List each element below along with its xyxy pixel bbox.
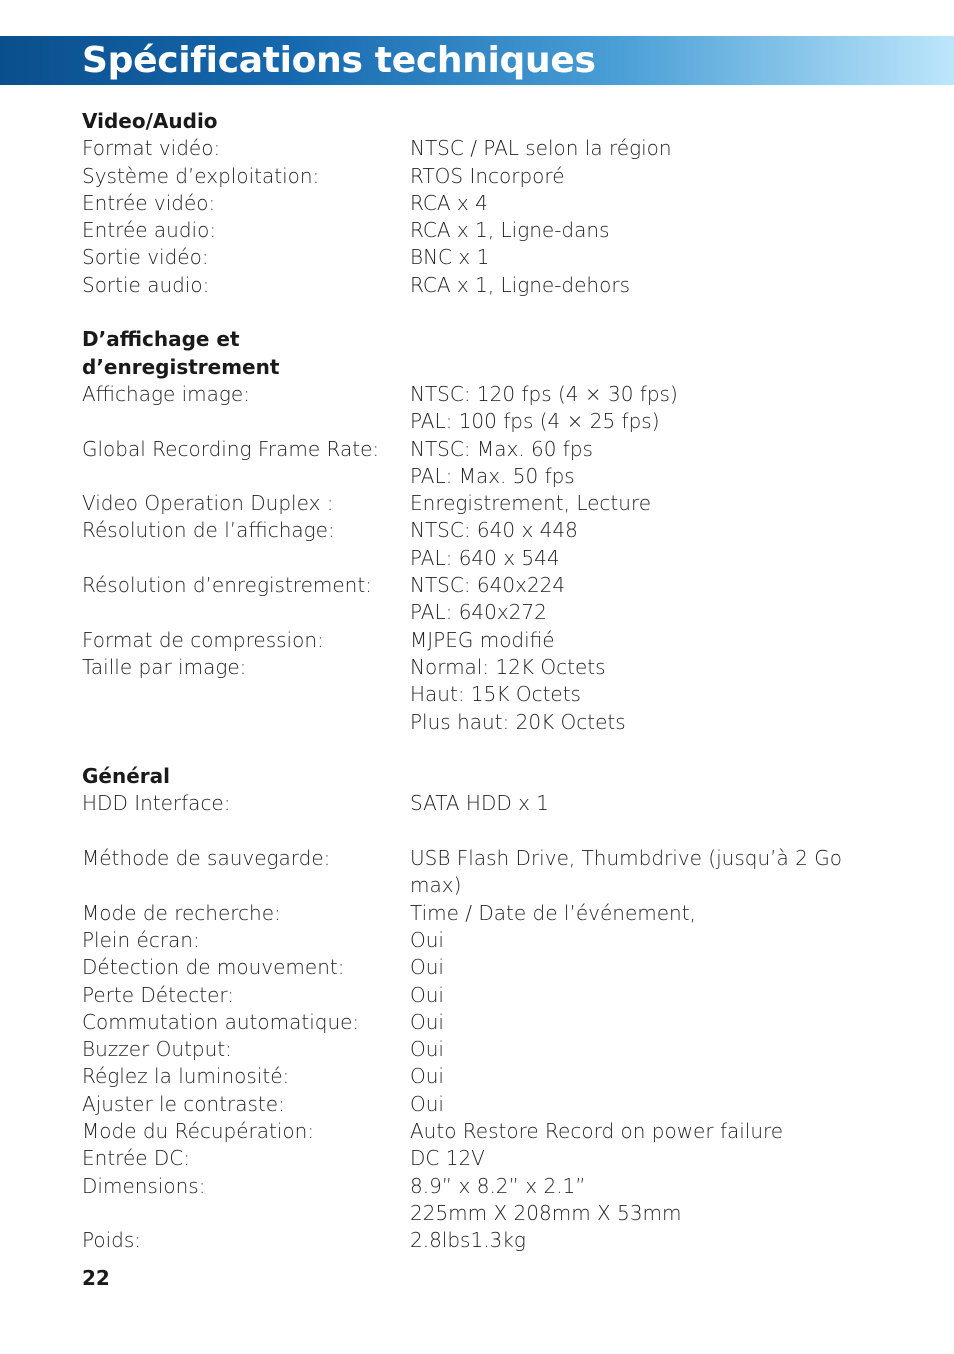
spec-row xyxy=(82,217,922,244)
spec-value: Oui xyxy=(410,1091,444,1116)
spec-label: HDD Interface: xyxy=(82,791,231,816)
spec-value: RTOS Incorporé xyxy=(410,163,565,188)
spec-label: Entrée audio: xyxy=(82,218,217,243)
spec-row xyxy=(82,982,922,1009)
spec-row xyxy=(82,1063,922,1090)
spec-row xyxy=(82,436,922,491)
spec-value: RCA x 1, Ligne-dehors xyxy=(410,272,630,297)
spec-row xyxy=(82,927,922,954)
spec-value: Auto Restore Record on power failure xyxy=(410,1118,784,1143)
spec-label: Système d’exploitation: xyxy=(82,163,320,188)
spec-row xyxy=(82,163,922,190)
spec-row xyxy=(82,845,922,900)
spec-row xyxy=(82,572,922,627)
header-banner xyxy=(0,36,954,85)
spec-row xyxy=(82,1009,922,1036)
section-title-general: Général xyxy=(82,764,170,789)
spec-value: NTSC: 640 x 448 PAL: 640 x 544 xyxy=(410,518,578,570)
spec-value: RCA x 1, Ligne-dans xyxy=(410,218,610,243)
spec-value: Enregistrement, Lecture xyxy=(410,491,652,516)
spec-value: DC 12V xyxy=(410,1146,485,1171)
spec-label: Méthode de sauvegarde: xyxy=(82,846,331,871)
page-number: 22 xyxy=(82,1266,110,1290)
spec-label: Perte Détecter: xyxy=(82,982,234,1007)
spec-row xyxy=(82,627,922,654)
spec-row xyxy=(82,135,922,162)
spec-row xyxy=(82,1036,922,1063)
spec-label: Résolution de l’affichage: xyxy=(82,518,335,543)
spec-value: NTSC / PAL selon la région xyxy=(410,136,672,161)
spec-row xyxy=(82,381,922,436)
section-title-display-line1: D’affichage et xyxy=(82,327,240,352)
spec-row xyxy=(82,244,922,271)
spec-value: Oui xyxy=(410,982,444,1007)
spec-row xyxy=(82,1091,922,1118)
spec-row xyxy=(82,1173,922,1228)
spec-label: Ajuster le contraste: xyxy=(82,1091,285,1116)
spec-row xyxy=(82,654,922,736)
spec-value: NTSC: 640x224 PAL: 640x272 xyxy=(410,573,566,625)
spec-label: Buzzer Output: xyxy=(82,1037,232,1062)
spec-row xyxy=(82,1145,922,1172)
spec-value: MJPEG modifié xyxy=(410,627,555,652)
spec-value: NTSC: Max. 60 fps PAL: Max. 50 fps xyxy=(410,436,593,488)
spec-value: BNC x 1 xyxy=(410,245,490,270)
spec-label: Entrée DC: xyxy=(82,1146,191,1171)
spec-row xyxy=(82,1118,922,1145)
spec-value: Oui xyxy=(410,955,444,980)
spec-label: Résolution d’enregistrement: xyxy=(82,573,372,598)
spec-label: Réglez la luminosité: xyxy=(82,1064,290,1089)
spec-value: 2.8lbs1.3kg xyxy=(410,1228,526,1253)
spec-label: Plein écran: xyxy=(82,927,200,952)
spec-content xyxy=(82,108,922,1254)
spec-label: Entrée vidéo: xyxy=(82,190,216,215)
spec-value: NTSC: 120 fps (4 × 30 fps) PAL: 100 fps (4 × 25 fps) xyxy=(410,381,678,434)
spec-label: Poids: xyxy=(82,1228,141,1253)
spec-label: Global Recording Frame Rate: xyxy=(82,436,380,461)
spec-row xyxy=(82,1227,922,1254)
spec-value: USB Flash Drive, Thumbdrive (jusqu’à 2 Go max) xyxy=(410,846,842,898)
spec-label: Affichage image: xyxy=(82,381,250,406)
spec-row xyxy=(82,954,922,981)
spec-value: Oui xyxy=(410,1009,444,1034)
spec-label: Mode de recherche: xyxy=(82,900,281,925)
spec-label: Mode du Récupération: xyxy=(82,1118,315,1143)
spec-label: Taille par image: xyxy=(82,654,247,679)
spec-row xyxy=(82,790,922,845)
spec-value: RCA x 4 xyxy=(410,190,488,215)
spec-row xyxy=(82,490,922,517)
spec-row xyxy=(82,272,922,299)
spec-row xyxy=(82,190,922,217)
section-gap xyxy=(82,736,922,763)
section-gap xyxy=(82,299,922,326)
spec-row xyxy=(82,517,922,572)
spec-value: Oui xyxy=(410,1064,444,1089)
page-title: Spécifications techniques xyxy=(82,40,596,81)
spec-label: Détection de mouvement: xyxy=(82,955,345,980)
spec-label: Format de compression: xyxy=(82,627,324,652)
spec-label: Sortie vidéo: xyxy=(82,245,209,270)
spec-value: Time / Date de l’événement, xyxy=(410,900,696,925)
spec-label: Sortie audio: xyxy=(82,272,210,297)
spec-value: SATA HDD x 1 xyxy=(410,791,550,816)
spec-value: Oui xyxy=(410,1037,444,1062)
section-title-display-line2: d’enregistrement xyxy=(82,354,280,379)
spec-row xyxy=(82,900,922,927)
spec-label: Format vidéo: xyxy=(82,136,221,161)
section-title-video-audio: Video/Audio xyxy=(82,109,218,133)
spec-label: Video Operation Duplex : xyxy=(82,491,334,516)
spec-label: Commutation automatique: xyxy=(82,1009,360,1034)
spec-label: Dimensions: xyxy=(82,1173,206,1198)
spec-value: 8.9” x 8.2” x 2.1” 225mm X 208mm X 53mm xyxy=(410,1173,682,1225)
spec-value: Normal: 12K Octets Haut: 15K Octets Plus haut: 20K Octets xyxy=(410,654,626,734)
spec-value: Oui xyxy=(410,927,444,952)
